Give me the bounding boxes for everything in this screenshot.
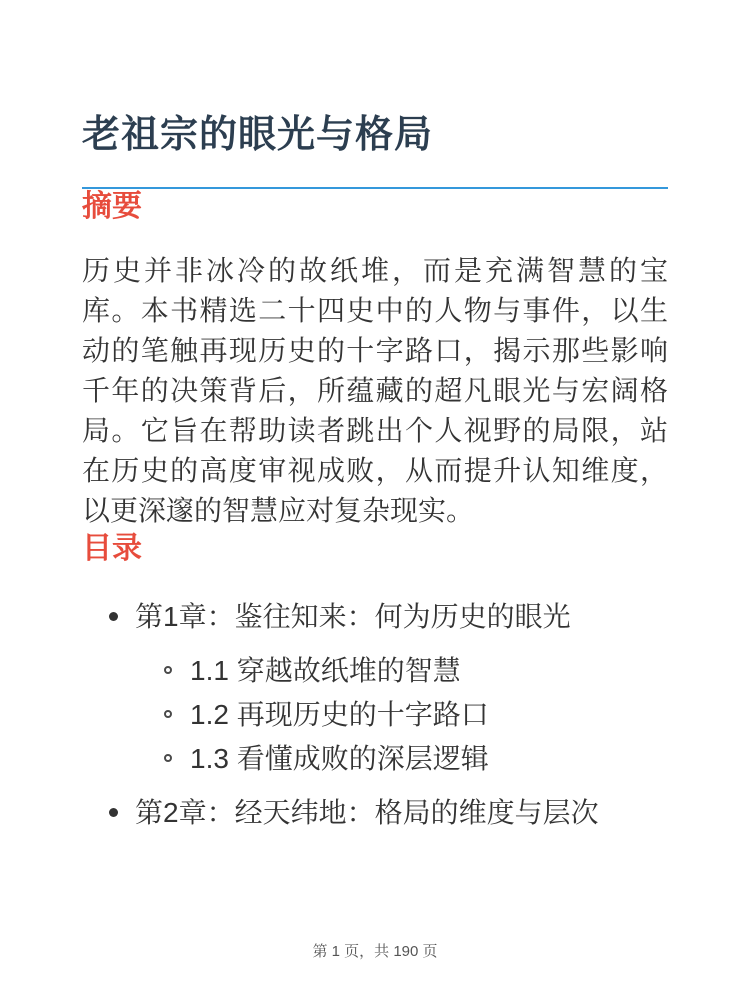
abstract-heading: 摘要 [82,189,142,223]
bullet-circle-icon [164,666,172,674]
toc-section-1-3 [135,739,668,779]
page-number-indicator: 第 1 页，共 190 页 [312,943,438,960]
abstract-paragraph: 历史并非冰冷的故纸堆，而是充满智慧的宝库。本书精选二十四史中的人物与事件，以生动的笔触再现历史的十字路口，揭示那些影响千年的决策背后，所蕴藏的超凡眼光与宏阔格局。它旨在帮助读者跳出个人视野的局限，站在历史的高度审视成败，从而提升认知维度，以更深邃的智慧应对复杂现实。 [82,254,668,526]
bullet-circle-icon [164,710,172,718]
toc-chapter-label: 第1章：鉴往知来：何为历史的眼光 [135,600,571,632]
toc-chapter-label: 第2章：经天纬地：格局的维度与层次 [135,796,599,828]
toc-subsection-list [135,651,668,779]
toc-section-1-1 [135,651,668,691]
toc-heading: 目录 [82,531,142,565]
toc-section-1-2 [135,695,668,735]
toc-list [82,597,668,833]
bullet-disc-icon [109,808,118,817]
toc-chapter-1 [82,597,668,779]
toc-section-label: 1.1 穿越故纸堆的智慧 [190,654,461,686]
page-title: 老祖宗的眼光与格局 [82,114,434,156]
bullet-disc-icon [109,612,118,621]
toc-section-label: 1.3 看懂成败的深层逻辑 [190,742,489,774]
bullet-circle-icon [164,754,172,762]
toc-chapter-2 [82,793,668,833]
toc-section-label: 1.2 再现历史的十字路口 [190,698,489,730]
